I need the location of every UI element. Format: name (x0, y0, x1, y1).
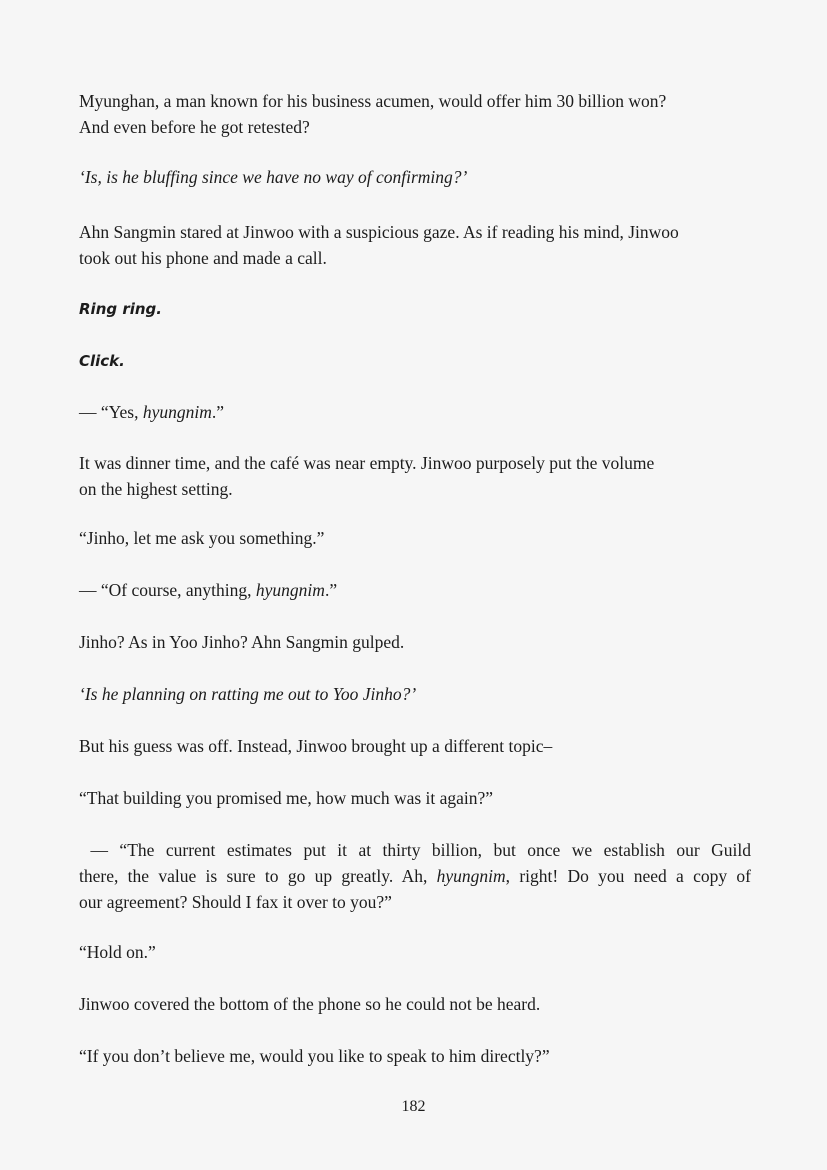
text-fragment: .” (324, 580, 338, 600)
thought-bluffing (79, 164, 751, 190)
text-line: on the highest setting. (79, 479, 233, 499)
text-fragment: — “Yes, (79, 402, 143, 422)
thought-ratting-out (79, 681, 751, 707)
text-fragment: there, the value is sure to go up greatly. Ah, (79, 866, 437, 886)
text-line: ‘Is, is he bluffing since we have no way of confirming?’ (79, 167, 468, 187)
text-line: It was dinner time, and the café was near empty. Jinwoo purposely put the volume (79, 453, 655, 473)
paragraph-jinho-gulped (79, 629, 751, 655)
text-line: “That building you promised me, how much was it again?” (79, 788, 494, 808)
dialogue-current-estimates (79, 837, 751, 915)
text-line: Jinho? As in Yoo Jinho? Ahn Sangmin gulped. (79, 632, 405, 652)
text-line: Myunghan, a man known for his business acumen, would offer him 30 billion won? (79, 91, 667, 111)
text-line: Ring ring. (79, 300, 162, 318)
text-fragment: — “Of course, anything, (79, 580, 256, 600)
dialogue-jinho-ask (79, 525, 751, 551)
dialogue-hold-on (79, 939, 751, 965)
text-line: “Hold on.” (79, 942, 156, 962)
text-line (79, 863, 751, 889)
sound-effect-ring (79, 296, 751, 322)
page-number: 182 (401, 1098, 426, 1115)
text-line: ‘Is he planning on ratting me out to Yoo Jinho?’ (79, 684, 417, 704)
paragraph-guess-off (79, 733, 751, 759)
emphasis-text: hyungnim (255, 580, 325, 600)
text-line: But his guess was off. Instead, Jinwoo brought up a different topic– (79, 736, 553, 756)
paragraph-dinner-time (79, 450, 751, 502)
text-line (79, 399, 751, 425)
text-line: Jinwoo covered the bottom of the phone so he could not be heard. (79, 994, 541, 1014)
text-line: And even before he got retested? (79, 117, 310, 137)
text-line: our agreement? Should I fax it over to you?” (79, 892, 392, 912)
dialogue-speak-directly (79, 1043, 751, 1069)
text-line: took out his phone and made a call. (79, 248, 327, 268)
text-line: “Jinho, let me ask you something.” (79, 528, 325, 548)
text-line: “If you don’t believe me, would you like to speak to him directly?” (79, 1046, 550, 1066)
text-line: — “The current estimates put it at thirty billion, but once we establish our Guild (79, 840, 751, 860)
paragraph-covered-phone (79, 991, 751, 1017)
paragraph-myunghan-offer (79, 88, 751, 140)
dialogue-of-course (79, 577, 751, 603)
paragraph-suspicious-gaze (79, 219, 751, 271)
dialogue-building-price (79, 785, 751, 811)
text-line: Ahn Sangmin stared at Jinwoo with a suspicious gaze. As if reading his mind, Jinwoo (79, 222, 679, 242)
text-fragment: .” (211, 402, 225, 422)
emphasis-text: hyungnim (436, 866, 506, 886)
text-line: Click. (79, 352, 125, 370)
sound-effect-click (79, 348, 751, 374)
text-fragment: , right! Do you need a copy of (505, 866, 751, 886)
dialogue-yes-hyungnim (79, 399, 751, 425)
emphasis-text: hyungnim (142, 402, 212, 422)
text-line (79, 577, 751, 603)
